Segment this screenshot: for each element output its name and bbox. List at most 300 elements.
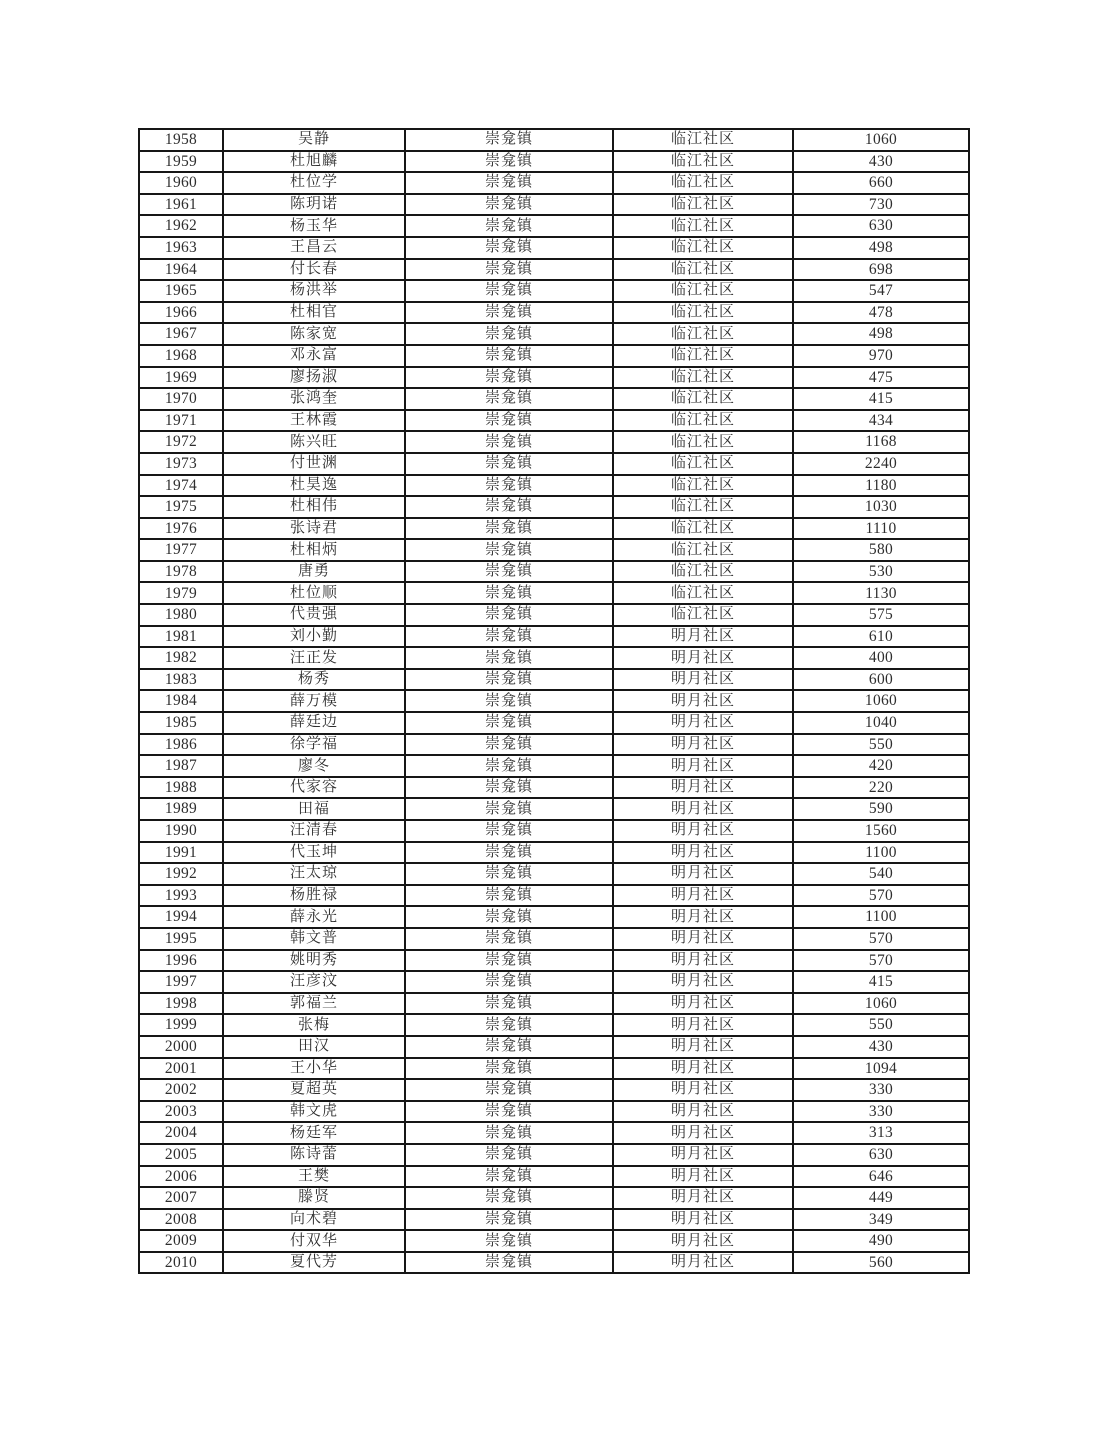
table-row: [139, 215, 969, 237]
cell-town: 崇龛镇: [405, 842, 613, 864]
cell-amount: 1060: [793, 690, 969, 712]
cell-town: 崇龛镇: [405, 820, 613, 842]
table-row: [139, 561, 969, 583]
cell-community: 临江社区: [613, 539, 793, 561]
cell-community: 明月社区: [613, 1209, 793, 1231]
cell-town: 崇龛镇: [405, 151, 613, 173]
cell-serial-number: 1968: [139, 345, 223, 367]
table-row: [139, 863, 969, 885]
cell-community: 临江社区: [613, 367, 793, 389]
cell-serial-number: 1984: [139, 690, 223, 712]
table-row: [139, 842, 969, 864]
cell-town: 崇龛镇: [405, 950, 613, 972]
table-row: [139, 1058, 969, 1080]
cell-person-name: 邓永富: [223, 345, 405, 367]
cell-amount: 1030: [793, 496, 969, 518]
cell-serial-number: 1989: [139, 798, 223, 820]
cell-amount: 530: [793, 561, 969, 583]
cell-amount: 570: [793, 885, 969, 907]
cell-amount: 430: [793, 1036, 969, 1058]
cell-amount: 1168: [793, 431, 969, 453]
cell-serial-number: 1999: [139, 1014, 223, 1036]
cell-community: 临江社区: [613, 259, 793, 281]
cell-town: 崇龛镇: [405, 669, 613, 691]
cell-town: 崇龛镇: [405, 582, 613, 604]
cell-community: 明月社区: [613, 971, 793, 993]
cell-person-name: 杜位顺: [223, 582, 405, 604]
cell-community: 明月社区: [613, 626, 793, 648]
cell-amount: 1060: [793, 129, 969, 151]
cell-amount: 220: [793, 777, 969, 799]
cell-town: 崇龛镇: [405, 431, 613, 453]
table-row: [139, 237, 969, 259]
cell-town: 崇龛镇: [405, 712, 613, 734]
cell-serial-number: 1998: [139, 993, 223, 1015]
cell-person-name: 杜旭麟: [223, 151, 405, 173]
cell-community: 临江社区: [613, 280, 793, 302]
table-row: [139, 539, 969, 561]
cell-person-name: 王林霞: [223, 410, 405, 432]
cell-amount: 1094: [793, 1058, 969, 1080]
cell-community: 临江社区: [613, 172, 793, 194]
table-row: [139, 1014, 969, 1036]
cell-person-name: 刘小勤: [223, 626, 405, 648]
cell-amount: 1110: [793, 518, 969, 540]
cell-person-name: 陈玥诺: [223, 194, 405, 216]
cell-community: 明月社区: [613, 1252, 793, 1274]
cell-serial-number: 1979: [139, 582, 223, 604]
cell-amount: 498: [793, 323, 969, 345]
cell-community: 明月社区: [613, 734, 793, 756]
cell-person-name: 杜相炳: [223, 539, 405, 561]
cell-serial-number: 1967: [139, 323, 223, 345]
cell-amount: 475: [793, 367, 969, 389]
cell-community: 临江社区: [613, 475, 793, 497]
table-row: [139, 798, 969, 820]
cell-amount: 330: [793, 1079, 969, 1101]
cell-town: 崇龛镇: [405, 496, 613, 518]
cell-town: 崇龛镇: [405, 1101, 613, 1123]
table-row: [139, 1079, 969, 1101]
cell-person-name: 张鸿奎: [223, 388, 405, 410]
cell-amount: 575: [793, 604, 969, 626]
cell-person-name: 陈诗蕾: [223, 1144, 405, 1166]
cell-serial-number: 2007: [139, 1187, 223, 1209]
table-row: [139, 194, 969, 216]
cell-person-name: 杜相伟: [223, 496, 405, 518]
cell-town: 崇龛镇: [405, 1036, 613, 1058]
cell-community: 明月社区: [613, 993, 793, 1015]
cell-amount: 313: [793, 1122, 969, 1144]
cell-community: 明月社区: [613, 928, 793, 950]
table-row: [139, 1144, 969, 1166]
cell-community: 临江社区: [613, 453, 793, 475]
cell-town: 崇龛镇: [405, 777, 613, 799]
cell-town: 崇龛镇: [405, 388, 613, 410]
cell-amount: 698: [793, 259, 969, 281]
table-row: [139, 1230, 969, 1252]
table-row: [139, 626, 969, 648]
table-row: [139, 1252, 969, 1274]
cell-amount: 498: [793, 237, 969, 259]
cell-town: 崇龛镇: [405, 280, 613, 302]
cell-person-name: 薛万模: [223, 690, 405, 712]
cell-amount: 1560: [793, 820, 969, 842]
cell-town: 崇龛镇: [405, 1252, 613, 1274]
cell-amount: 970: [793, 345, 969, 367]
cell-serial-number: 1959: [139, 151, 223, 173]
cell-serial-number: 1985: [139, 712, 223, 734]
cell-person-name: 代家容: [223, 777, 405, 799]
cell-serial-number: 1975: [139, 496, 223, 518]
table-row: [139, 280, 969, 302]
cell-town: 崇龛镇: [405, 755, 613, 777]
cell-person-name: 张诗君: [223, 518, 405, 540]
cell-amount: 415: [793, 971, 969, 993]
cell-amount: 400: [793, 647, 969, 669]
cell-serial-number: 1958: [139, 129, 223, 151]
cell-serial-number: 2005: [139, 1144, 223, 1166]
cell-community: 明月社区: [613, 820, 793, 842]
cell-serial-number: 1987: [139, 755, 223, 777]
cell-amount: 540: [793, 863, 969, 885]
cell-serial-number: 1990: [139, 820, 223, 842]
table-row: [139, 496, 969, 518]
table-row: [139, 993, 969, 1015]
cell-person-name: 滕贤: [223, 1187, 405, 1209]
cell-serial-number: 1961: [139, 194, 223, 216]
cell-amount: 430: [793, 151, 969, 173]
cell-serial-number: 1973: [139, 453, 223, 475]
cell-community: 明月社区: [613, 712, 793, 734]
cell-amount: 415: [793, 388, 969, 410]
cell-serial-number: 1963: [139, 237, 223, 259]
cell-person-name: 杨玉华: [223, 215, 405, 237]
cell-community: 临江社区: [613, 388, 793, 410]
cell-town: 崇龛镇: [405, 194, 613, 216]
cell-person-name: 杜位学: [223, 172, 405, 194]
cell-community: 临江社区: [613, 518, 793, 540]
cell-town: 崇龛镇: [405, 561, 613, 583]
cell-serial-number: 1988: [139, 777, 223, 799]
cell-amount: 449: [793, 1187, 969, 1209]
cell-serial-number: 1969: [139, 367, 223, 389]
cell-town: 崇龛镇: [405, 1144, 613, 1166]
cell-person-name: 汪太琼: [223, 863, 405, 885]
table-row: [139, 669, 969, 691]
cell-town: 崇龛镇: [405, 367, 613, 389]
cell-community: 明月社区: [613, 755, 793, 777]
cell-amount: 1060: [793, 993, 969, 1015]
cell-town: 崇龛镇: [405, 237, 613, 259]
cell-serial-number: 2006: [139, 1166, 223, 1188]
cell-community: 临江社区: [613, 431, 793, 453]
cell-community: 明月社区: [613, 1014, 793, 1036]
table-row: [139, 712, 969, 734]
table-row: [139, 734, 969, 756]
table-row: [139, 950, 969, 972]
table-row: [139, 582, 969, 604]
cell-community: 明月社区: [613, 950, 793, 972]
cell-town: 崇龛镇: [405, 475, 613, 497]
cell-person-name: 王小华: [223, 1058, 405, 1080]
cell-community: 临江社区: [613, 496, 793, 518]
cell-community: 临江社区: [613, 194, 793, 216]
cell-serial-number: 1970: [139, 388, 223, 410]
cell-amount: 550: [793, 1014, 969, 1036]
cell-town: 崇龛镇: [405, 863, 613, 885]
cell-amount: 434: [793, 410, 969, 432]
table-row: [139, 1036, 969, 1058]
table-row: [139, 820, 969, 842]
cell-person-name: 代贵强: [223, 604, 405, 626]
cell-community: 明月社区: [613, 1058, 793, 1080]
cell-community: 明月社区: [613, 906, 793, 928]
table-row: [139, 647, 969, 669]
cell-serial-number: 2008: [139, 1209, 223, 1231]
cell-amount: 660: [793, 172, 969, 194]
table-row: [139, 259, 969, 281]
cell-amount: 478: [793, 302, 969, 324]
cell-serial-number: 1976: [139, 518, 223, 540]
cell-town: 崇龛镇: [405, 215, 613, 237]
table-row: [139, 1209, 969, 1231]
cell-person-name: 杜昊逸: [223, 475, 405, 497]
cell-serial-number: 1978: [139, 561, 223, 583]
cell-serial-number: 2001: [139, 1058, 223, 1080]
table-row: [139, 172, 969, 194]
cell-community: 临江社区: [613, 582, 793, 604]
table-row: [139, 323, 969, 345]
table-row: [139, 129, 969, 151]
cell-serial-number: 1996: [139, 950, 223, 972]
cell-amount: 330: [793, 1101, 969, 1123]
cell-amount: 570: [793, 928, 969, 950]
cell-town: 崇龛镇: [405, 410, 613, 432]
cell-serial-number: 1980: [139, 604, 223, 626]
cell-serial-number: 1962: [139, 215, 223, 237]
cell-person-name: 韩文虎: [223, 1101, 405, 1123]
cell-amount: 570: [793, 950, 969, 972]
cell-serial-number: 1971: [139, 410, 223, 432]
cell-amount: 630: [793, 1144, 969, 1166]
table-row: [139, 475, 969, 497]
cell-community: 明月社区: [613, 690, 793, 712]
cell-town: 崇龛镇: [405, 1014, 613, 1036]
cell-person-name: 杜相官: [223, 302, 405, 324]
cell-serial-number: 1982: [139, 647, 223, 669]
cell-community: 明月社区: [613, 1144, 793, 1166]
cell-person-name: 付世渊: [223, 453, 405, 475]
cell-person-name: 夏代芳: [223, 1252, 405, 1274]
table-row: [139, 302, 969, 324]
cell-serial-number: 1977: [139, 539, 223, 561]
cell-serial-number: 1972: [139, 431, 223, 453]
cell-person-name: 薛廷边: [223, 712, 405, 734]
cell-town: 崇龛镇: [405, 129, 613, 151]
cell-serial-number: 2003: [139, 1101, 223, 1123]
records-table-body: [139, 129, 969, 1273]
table-row: [139, 690, 969, 712]
cell-town: 崇龛镇: [405, 971, 613, 993]
table-row: [139, 518, 969, 540]
cell-person-name: 陈家宽: [223, 323, 405, 345]
cell-person-name: 陈兴旺: [223, 431, 405, 453]
cell-person-name: 姚明秀: [223, 950, 405, 972]
cell-serial-number: 2004: [139, 1122, 223, 1144]
cell-amount: 630: [793, 215, 969, 237]
cell-community: 临江社区: [613, 604, 793, 626]
cell-town: 崇龛镇: [405, 928, 613, 950]
cell-person-name: 杨洪举: [223, 280, 405, 302]
cell-person-name: 向术碧: [223, 1209, 405, 1231]
cell-community: 明月社区: [613, 777, 793, 799]
cell-community: 临江社区: [613, 323, 793, 345]
cell-community: 临江社区: [613, 215, 793, 237]
cell-person-name: 廖冬: [223, 755, 405, 777]
table-row: [139, 885, 969, 907]
table-row: [139, 1166, 969, 1188]
cell-town: 崇龛镇: [405, 626, 613, 648]
cell-person-name: 韩文普: [223, 928, 405, 950]
cell-serial-number: 1974: [139, 475, 223, 497]
cell-town: 崇龛镇: [405, 345, 613, 367]
cell-serial-number: 1992: [139, 863, 223, 885]
cell-amount: 1130: [793, 582, 969, 604]
cell-amount: 610: [793, 626, 969, 648]
cell-amount: 646: [793, 1166, 969, 1188]
cell-amount: 1040: [793, 712, 969, 734]
cell-community: 明月社区: [613, 1166, 793, 1188]
cell-person-name: 唐勇: [223, 561, 405, 583]
table-row: [139, 410, 969, 432]
cell-town: 崇龛镇: [405, 1058, 613, 1080]
table-row: [139, 755, 969, 777]
cell-community: 临江社区: [613, 302, 793, 324]
cell-town: 崇龛镇: [405, 302, 613, 324]
cell-amount: 590: [793, 798, 969, 820]
cell-amount: 1180: [793, 475, 969, 497]
cell-person-name: 薛永光: [223, 906, 405, 928]
cell-town: 崇龛镇: [405, 259, 613, 281]
cell-town: 崇龛镇: [405, 1166, 613, 1188]
cell-amount: 730: [793, 194, 969, 216]
cell-person-name: 杨胜禄: [223, 885, 405, 907]
cell-town: 崇龛镇: [405, 1209, 613, 1231]
cell-town: 崇龛镇: [405, 1122, 613, 1144]
cell-amount: 349: [793, 1209, 969, 1231]
cell-person-name: 郭福兰: [223, 993, 405, 1015]
cell-person-name: 张梅: [223, 1014, 405, 1036]
cell-amount: 580: [793, 539, 969, 561]
cell-community: 明月社区: [613, 669, 793, 691]
cell-community: 临江社区: [613, 151, 793, 173]
cell-amount: 547: [793, 280, 969, 302]
cell-town: 崇龛镇: [405, 453, 613, 475]
cell-town: 崇龛镇: [405, 798, 613, 820]
cell-town: 崇龛镇: [405, 993, 613, 1015]
cell-person-name: 夏超英: [223, 1079, 405, 1101]
cell-community: 临江社区: [613, 129, 793, 151]
cell-serial-number: 1981: [139, 626, 223, 648]
table-row: [139, 777, 969, 799]
cell-serial-number: 1993: [139, 885, 223, 907]
cell-person-name: 王樊: [223, 1166, 405, 1188]
cell-serial-number: 1983: [139, 669, 223, 691]
table-row: [139, 928, 969, 950]
cell-community: 明月社区: [613, 1230, 793, 1252]
records-table: [138, 128, 970, 1274]
cell-person-name: 付双华: [223, 1230, 405, 1252]
cell-community: 临江社区: [613, 410, 793, 432]
cell-serial-number: 1991: [139, 842, 223, 864]
cell-serial-number: 2009: [139, 1230, 223, 1252]
cell-amount: 1100: [793, 906, 969, 928]
table-row: [139, 151, 969, 173]
cell-person-name: 王昌云: [223, 237, 405, 259]
cell-town: 崇龛镇: [405, 734, 613, 756]
table-row: [139, 388, 969, 410]
cell-person-name: 杨秀: [223, 669, 405, 691]
cell-community: 明月社区: [613, 1187, 793, 1209]
cell-community: 明月社区: [613, 647, 793, 669]
cell-town: 崇龛镇: [405, 1187, 613, 1209]
cell-serial-number: 1964: [139, 259, 223, 281]
cell-town: 崇龛镇: [405, 690, 613, 712]
cell-serial-number: 2010: [139, 1252, 223, 1274]
cell-person-name: 田福: [223, 798, 405, 820]
cell-community: 临江社区: [613, 345, 793, 367]
cell-serial-number: 1986: [139, 734, 223, 756]
cell-community: 明月社区: [613, 1122, 793, 1144]
cell-town: 崇龛镇: [405, 1230, 613, 1252]
cell-person-name: 吴静: [223, 129, 405, 151]
cell-community: 明月社区: [613, 842, 793, 864]
cell-town: 崇龛镇: [405, 172, 613, 194]
cell-amount: 420: [793, 755, 969, 777]
cell-town: 崇龛镇: [405, 885, 613, 907]
cell-town: 崇龛镇: [405, 518, 613, 540]
cell-community: 明月社区: [613, 798, 793, 820]
cell-amount: 2240: [793, 453, 969, 475]
table-row: [139, 971, 969, 993]
cell-town: 崇龛镇: [405, 1079, 613, 1101]
cell-serial-number: 1966: [139, 302, 223, 324]
cell-amount: 1100: [793, 842, 969, 864]
cell-community: 临江社区: [613, 561, 793, 583]
cell-amount: 600: [793, 669, 969, 691]
cell-community: 明月社区: [613, 1101, 793, 1123]
cell-town: 崇龛镇: [405, 604, 613, 626]
cell-amount: 560: [793, 1252, 969, 1274]
cell-town: 崇龛镇: [405, 323, 613, 345]
cell-serial-number: 1994: [139, 906, 223, 928]
cell-community: 临江社区: [613, 237, 793, 259]
table-row: [139, 367, 969, 389]
cell-serial-number: 2002: [139, 1079, 223, 1101]
table-row: [139, 1122, 969, 1144]
table-row: [139, 453, 969, 475]
cell-person-name: 汪彦汶: [223, 971, 405, 993]
cell-community: 明月社区: [613, 1036, 793, 1058]
cell-serial-number: 1965: [139, 280, 223, 302]
cell-person-name: 徐学福: [223, 734, 405, 756]
table-row: [139, 1101, 969, 1123]
cell-amount: 550: [793, 734, 969, 756]
cell-town: 崇龛镇: [405, 539, 613, 561]
cell-person-name: 汪清春: [223, 820, 405, 842]
table-row: [139, 906, 969, 928]
